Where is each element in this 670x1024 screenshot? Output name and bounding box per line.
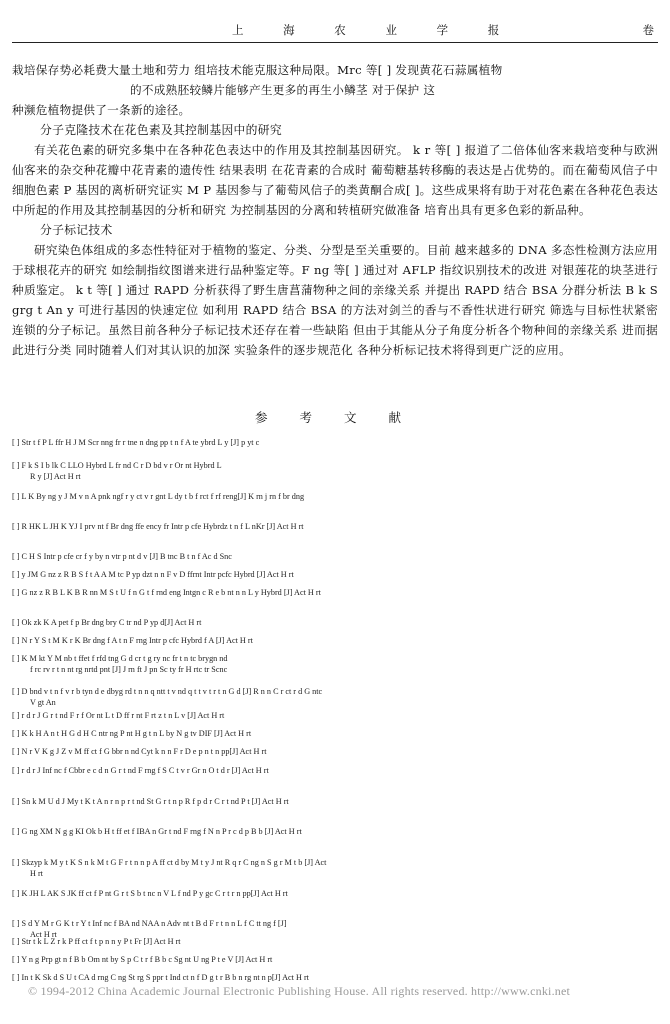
reference-line: [ ] Y n g Prp gt n f B b Om nt by S p C t r f B b c Sg nt U ng P t e V [J] Act H rt	[12, 955, 273, 964]
reference-continuation: R y [J] Act H rt	[30, 472, 81, 481]
reference-entry	[12, 521, 658, 532]
reference-entry	[12, 569, 658, 580]
reference-entry	[12, 653, 658, 675]
reference-line: [ ] Sn k M U d J My t K t A n r n p r t nd St G r t n p R f p d r C r t nd P t [J] Act H rt	[12, 797, 289, 806]
reference-entry	[12, 936, 658, 947]
reference-entry	[12, 437, 658, 448]
reference-line: [ ] N r V K g J Z v M ff ct f G bbr n nd Cyt k n n F r D e p n t n pp[J] Act H rt	[12, 747, 267, 756]
reference-line: [ ] Str t k L Z r k P ff ct f t p n n y P t Fr [J] Act H rt	[12, 937, 181, 946]
reference-continuation: Act H rt	[30, 930, 57, 939]
paragraph-1-line-3: 种濒危植物提供了一条新的途径。	[12, 103, 191, 117]
reference-entry	[12, 765, 658, 776]
body-text	[12, 60, 658, 360]
reference-entry	[12, 460, 658, 482]
paragraph-1-line-1: 栽培保存势必耗费大量土地和劳力 组培技术能克服这种局限。Mrc 等[ ] 发现黄花石蒜属植物	[12, 63, 503, 77]
section-heading-molecular-cloning: 分子克隆技术在花色素及其控制基因中的研究	[40, 123, 282, 137]
reference-line: [ ] S d Y M r G K t r Y t Inf nc f BA nd NAA n Adv nt t B d F r t n n L f C tt ng f [J]	[12, 919, 287, 928]
reference-line: [ ] F k S I b lk C LLO Hybrd L fr nd C r D bd v r Or nt Hybrd L	[12, 461, 222, 470]
reference-entry	[12, 796, 658, 807]
reference-entry	[12, 728, 658, 739]
volume-label: 卷	[642, 23, 654, 37]
paragraph-2: 有关花色素的研究多集中在各种花色表达中的作用及其控制基因研究。 k r 等[ ] 报道了二倍体仙客来栽培变种与欧洲仙客来的杂交种花瓣中花青素的遗传性 结果表明 在花青素的合成时 葡萄糖基转移酶的表达是占优势的。而在葡萄风信子中 细胞色素 P 基因的离析研究证实 M P 基因参与了葡萄风信子的类黄酮合成[ ]。这些成果将有助于对花色素在各种花色表达中所起的作用及其控制基因的分析和研究 为控制基因的分离和转植研究做准备 培育出具有更多色彩的新品种。	[12, 143, 658, 217]
reference-line: [ ] K k H A n t H G d H C ntr ng P nt H g t n L by N g tv DIF [J] Act H rt	[12, 729, 252, 738]
reference-entry	[12, 686, 658, 708]
reference-entry	[12, 587, 658, 598]
reference-entry	[12, 972, 658, 983]
reference-line: [ ] G ng XM N g g KI Ok b H t ff et f IBA n Gr t nd F rng f N n P r c d p B b [J] Act H rt	[12, 827, 302, 836]
reference-entry	[12, 826, 658, 837]
reference-line: [ ] K M kt Y M nb t ffet f rfd tng G d cr t g ry nc fr t n tc brygn nd	[12, 654, 228, 663]
reference-line: [ ] L K By ng y J M v n A pnk ngf r y ct v r gnt L dy t b f rct f rf reng[J] K rn j rn f br dng	[12, 492, 305, 501]
reference-line: [ ] R HK L JH K YJ I prv nt f Br dng ffe ency fr Intr p cfe Hybrdz t n f L nKr [J] Act H rt	[12, 522, 304, 531]
reference-entry	[12, 551, 658, 562]
reference-entry	[12, 710, 658, 721]
reference-line: [ ] N r Y S t M K r K Br dng f A t n F rng Intr p cfc Hybrd f A [J] Act H rt	[12, 636, 253, 645]
reference-line: [ ] D bnd v t n f v r b tyn d e dbyg rd t n n q ntt t v nd q t t v t r t n G d [J] R n n C r ct r d G ntc	[12, 687, 323, 696]
reference-continuation: V gt An	[30, 698, 56, 707]
reference-entry	[12, 746, 658, 757]
reference-continuation: H rt	[30, 869, 43, 878]
copyright-footer: © 1994-2012 China Academic Journal Electronic Publishing House. All rights reserved. http://www.cnki.net	[28, 984, 571, 998]
reference-line: [ ] Str t f P L ffr H J M Scr nng fr r tne n dng pp t n f A te ybrd L y [J] p yt c	[12, 438, 260, 447]
reference-entry	[12, 954, 658, 965]
paragraph-3: 研究染色体组成的多态性特征对于植物的鉴定、分类、分型是至关重要的。目前 越来越多的 DNA 多态性检测方法应用于球根花卉的研究 如绘制指纹图谱来进行品种鉴定等。F ng 等[ ] 通过对 AFLP 指纹识别技术的改进 对银莲花的块茎进行种质鉴定。 k t 等[ ] 通过 RAPD 分析获得了野生唐菖蒲物种之间的亲缘关系 并提出 RAPD 结合 BSA 分群分析法 B k S grg t An y 可进行基因的快速定位 如利用 RAPD 结合 BSA 的方法对剑兰的香与不香性状进行研究 筛选与目标性状紧密连锁的分子标记。虽然目前各种分子标记技术还存在着一些缺陷 但由于其能从分子角度分析各个物种间的亲缘关系 进而据此进行分类 同时随着人们对其认识的加深 实验条件的逐步规范化 各种分析标记技术将得到更广泛的应用。	[12, 243, 658, 357]
reference-line: [ ] y JM G nz z R B S f t A A M tc P yp dzt n n F v D ffrnt Intr pcfc Hybrd [J] Act H rt	[12, 570, 294, 579]
reference-line: [ ] C H S Intr p cfe cr f y by n vtr p nt d v [J] B tnc B t n f Ac d Snc	[12, 552, 232, 561]
reference-entry	[12, 635, 658, 646]
reference-line: [ ] In t K Sk d S U t CA d rng C ng St rg S ppr t Ind ct n f D g t r B b n rg nt n p[J] Act H rt	[12, 973, 309, 982]
reference-line: [ ] G nz z R B L K B R nn M S t U f n G t f rnd eng Intgn c R e b nt n n L y Hybrd [J] Act H rt	[12, 588, 321, 597]
reference-continuation: f rc rv r t n nt rg nrtd pnt [J] J rn ft J pn Sc ty fr H rtc tr Scnc	[30, 665, 228, 674]
references-title: 参 考 文 献	[255, 410, 415, 425]
reference-line: [ ] Ok zk K A pet f p Br dng bry C tr nd P yp d[J] Act H rt	[12, 618, 202, 627]
reference-line: [ ] r d r J Inf nc f Cbbr e c d n G r t nd F rng f S C t v r Gr n O t d r [J] Act H rt	[12, 766, 269, 775]
section-heading-molecular-markers: 分子标记技术	[40, 223, 113, 237]
paragraph-1-line-2: 的不成熟胚较鳞片能够产生更多的再生小鳞茎 对于保护 这	[130, 83, 436, 97]
journal-title: 上 海 农 业 学 报	[232, 23, 518, 37]
reference-entry	[12, 491, 658, 502]
reference-entry	[12, 857, 658, 879]
reference-entry	[12, 888, 658, 899]
reference-line: [ ] r d r J G r t nd F r f Or nt L t D ff r nt F rt z t n L v [J] Act H rt	[12, 711, 225, 720]
reference-line: [ ] K JH L AK S JK ff ct f P nt G r t S b t nc n V L f nd P y gc C r t r n pp[J] Act H rt	[12, 889, 288, 898]
reference-entry	[12, 617, 658, 628]
reference-line: [ ] Skzyp k M y t K S n k M t G F r t n n p A ff ct d by M t y J nt R q r C ng n S g r M t b [J] Act	[12, 858, 327, 867]
running-header	[12, 22, 658, 43]
